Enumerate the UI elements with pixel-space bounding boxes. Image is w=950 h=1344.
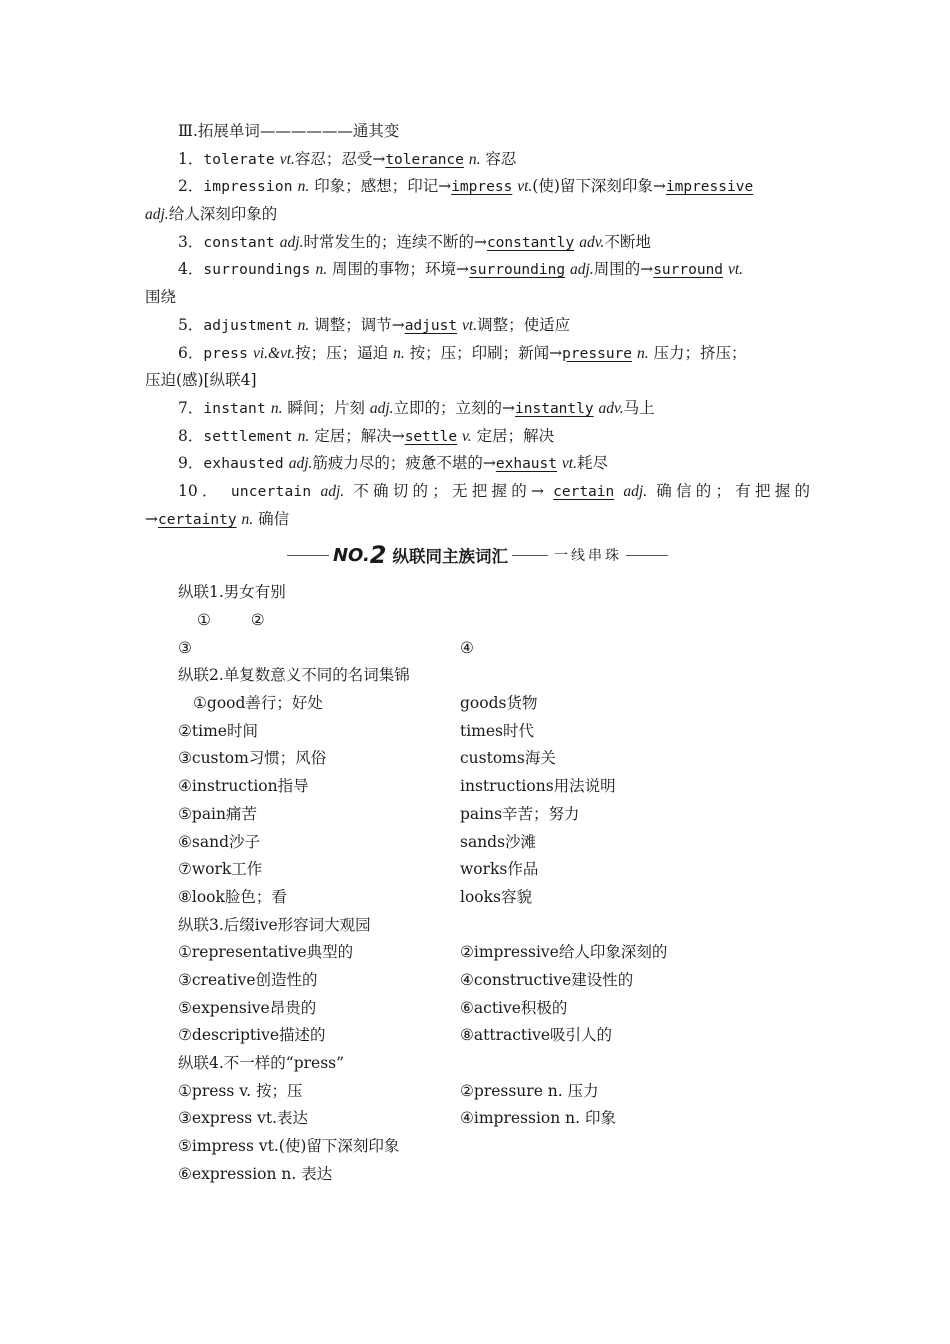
answer-word: certainty (158, 511, 237, 528)
item-pos: vt. (561, 455, 577, 473)
item-number: 10． (178, 481, 222, 500)
item-meaning: 定居；解决→ (314, 426, 405, 445)
answer-word: exhaust (495, 456, 557, 473)
z4-left: ⑥expression n. 表达 (178, 1164, 333, 1183)
item-pos: n. (393, 344, 405, 362)
z3-right: ⑧attractive吸引人的 (460, 1026, 613, 1045)
banner-no: NO. (332, 544, 370, 566)
z1-marker: ④ (460, 638, 474, 657)
section-banner (145, 535, 810, 575)
item-meaning: 容忍；忍受→ (294, 149, 386, 168)
item-word: settlement (203, 428, 293, 445)
z1-row-1 (145, 607, 810, 635)
vocab-item-6-cont (145, 367, 810, 395)
item-word: tolerate (203, 151, 275, 168)
item-meaning: 耗尽 (576, 454, 608, 473)
banner-number: 2 (369, 541, 387, 570)
z4-left: ⑤impress vt.(使)留下深刻印象 (178, 1137, 400, 1156)
vocab-item-2 (145, 173, 810, 201)
item-number: 3． (178, 232, 204, 251)
vocab-item-8 (145, 423, 810, 451)
vocab-item-4 (145, 256, 810, 284)
item-pos: vt. (279, 150, 295, 168)
item-word: press (203, 345, 249, 362)
z4-row (145, 1078, 810, 1106)
vocab-item-2-cont (145, 201, 810, 229)
item-meaning: 调整；使适应 (477, 315, 571, 334)
vocab-item-3 (145, 229, 810, 257)
item-meaning: 压力；挤压； (653, 343, 747, 362)
item-word: surroundings (203, 262, 311, 279)
z2-row (145, 773, 810, 801)
z3-left: ③creative创造性的 (178, 970, 318, 989)
answer-word: surrounding (469, 262, 566, 279)
answer-word: settle (404, 428, 458, 445)
z2-left: ⑧look脸色；看 (178, 887, 287, 906)
item-number: 9． (178, 454, 204, 473)
item-meaning: 给人深刻印象的 (168, 205, 278, 224)
z1-row-2 (145, 635, 810, 663)
z3-row (145, 995, 810, 1023)
item-pos: n. (297, 316, 310, 334)
answer-word: constantly (486, 234, 575, 251)
item-pos: n. (297, 178, 310, 196)
z3-right: ⑥active积极的 (460, 998, 568, 1017)
item-pos: vi.&vt. (252, 344, 296, 362)
item-meaning: (使)留下深刻印象→ (532, 177, 666, 196)
vocab-item-9 (145, 450, 810, 478)
z1-title: 纵联1.男女有别 (178, 583, 286, 602)
item-meaning: 围绕 (145, 288, 177, 307)
z2-left: ⑤pain痛苦 (178, 804, 257, 823)
item-meaning: 定居；解决 (476, 426, 555, 445)
z3-left: ⑤expensive昂贵的 (178, 998, 317, 1017)
answer-word: tolerance (385, 151, 464, 168)
z2-left: ⑦work工作 (178, 860, 263, 879)
item-number: 5． (178, 315, 204, 334)
z2-right: times时代 (460, 721, 535, 740)
z1-marker: ② (250, 611, 265, 629)
z4-right: ②pressure n. 压力 (460, 1081, 599, 1100)
item-meaning: 瞬间；片刻 (287, 398, 365, 417)
item-number: 2． (178, 177, 204, 196)
item-pos: n. (297, 427, 310, 445)
z3-row (145, 967, 810, 995)
z4-left: ①press v. 按；压 (178, 1081, 303, 1100)
item-pos: adj. (279, 233, 304, 251)
z3-row (145, 939, 810, 967)
vocab-item-1 (145, 146, 810, 174)
item-meaning: 按；压；逼迫 (295, 343, 389, 362)
vocab-item-5 (145, 312, 810, 340)
z2-row (145, 718, 810, 746)
banner-line-right (626, 555, 668, 556)
item-word: adjustment (203, 317, 293, 334)
item-meaning: 筋疲力尽的；疲惫不堪的→ (312, 454, 496, 473)
item-meaning: 不断地 (604, 232, 651, 251)
z4-left: ③express vt.表达 (178, 1109, 309, 1128)
z2-left: ③custom习惯；风俗 (178, 749, 327, 768)
item-pos: adv. (598, 399, 624, 417)
item-pos: adj. (288, 455, 313, 473)
item-number: 8． (178, 426, 204, 445)
vocab-item-6 (145, 340, 810, 368)
banner-title: 纵联同主族词汇 (392, 547, 508, 567)
z2-row (145, 856, 810, 884)
z4-row (145, 1105, 810, 1133)
item-pos: n. (636, 344, 649, 362)
document-content (145, 118, 810, 1188)
z2-left: ④instruction指导 (178, 777, 309, 796)
section-heading: Ⅲ.拓展单词——————通其变 (178, 122, 400, 140)
z2-right: instructions用法说明 (460, 777, 616, 796)
item-meaning: 确信 (258, 509, 290, 528)
z2-right: works作品 (460, 860, 539, 879)
item-meaning: 压迫(感)[纵联4] (145, 371, 257, 390)
item-pos: n. (468, 150, 481, 168)
item-meaning: 调整；调节→ (314, 315, 405, 334)
item-number: 6． (178, 343, 204, 362)
item-pos: adj. (623, 482, 648, 500)
vocab-item-7 (145, 395, 810, 423)
item-number: 7． (178, 398, 204, 417)
item-pos: adj. (145, 206, 169, 224)
z2-right: goods货物 (460, 694, 538, 713)
banner-subtitle: 一线串珠 (554, 548, 622, 565)
answer-word: adjust (404, 317, 458, 334)
z2-left: ②time时间 (178, 721, 258, 740)
item-meaning: 不确切的；无把握的→ (353, 481, 544, 500)
item-word: uncertain (230, 483, 312, 500)
item-meaning: 周围的事物；环境→ (332, 260, 470, 279)
z2-left: ①good善行；好处 (193, 694, 323, 713)
z2-row (145, 884, 810, 912)
z3-right: ②impressive给人印象深刻的 (460, 943, 668, 962)
answer-word: impress (451, 179, 513, 196)
item-pos: n. (315, 261, 328, 279)
z1-marker: ③ (178, 638, 192, 657)
z3-left: ⑦descriptive描述的 (178, 1026, 326, 1045)
z2-row (145, 829, 810, 857)
item-pos: adv. (579, 233, 605, 251)
z1-marker: ① (197, 611, 211, 629)
vocab-item-4-cont (145, 284, 810, 312)
item-meaning: 确信的；有把握的 (656, 481, 810, 500)
item-number: 1． (178, 149, 204, 168)
item-meaning: 马上 (623, 398, 655, 417)
z2-row (145, 745, 810, 773)
item-number: 4． (178, 260, 204, 279)
z3-title: 纵联3.后缀ive形容词大观园 (178, 915, 371, 934)
item-meaning: 时常发生的；连续不断的→ (303, 232, 487, 251)
item-pos: n. (241, 510, 254, 528)
vocab-item-10-cont: →certainty n. 确信 (145, 509, 290, 528)
z4-row (145, 1133, 810, 1161)
z2-right: looks容貌 (460, 887, 532, 906)
answer-word: impressive (665, 179, 754, 196)
z2-row (145, 690, 810, 718)
answer-word: certain (553, 483, 615, 500)
item-pos: adj. (320, 482, 345, 500)
banner-line-left (287, 555, 329, 556)
answer-word: pressure (562, 345, 633, 362)
z3-left: ①representative典型的 (178, 943, 354, 962)
item-pos: vt. (727, 261, 744, 279)
answer-word: surround (653, 262, 724, 279)
item-pos: vt. (462, 316, 478, 334)
item-word: constant (203, 234, 275, 251)
item-pos: v. (462, 427, 472, 445)
z2-right: pains辛苦；努力 (460, 804, 580, 823)
z2-left: ⑥sand沙子 (178, 832, 260, 851)
item-pos: adj. (570, 261, 594, 279)
item-word: exhausted (203, 456, 284, 473)
z4-title: 纵联4.不一样的“press” (178, 1054, 345, 1072)
item-word: impression (203, 179, 293, 196)
item-word: instant (203, 400, 266, 417)
item-meaning: 周围的→ (593, 260, 654, 279)
z2-title: 纵联2.单复数意义不同的名词集锦 (178, 666, 410, 685)
item-pos: vt. (517, 178, 533, 196)
item-meaning: 印象；感想；印记→ (314, 177, 452, 196)
answer-word: instantly (515, 400, 594, 417)
item-meaning: 容忍 (485, 149, 517, 168)
z2-right: sands沙滩 (460, 832, 537, 851)
z2-row (145, 801, 810, 829)
z3-right: ④constructive建设性的 (460, 970, 634, 989)
item-meaning: 按；压；印刷；新闻→ (409, 343, 563, 362)
item-pos: adj. (369, 399, 394, 417)
z3-row (145, 1022, 810, 1050)
banner-dash (512, 555, 548, 556)
item-meaning: 立即的；立刻的→ (393, 398, 516, 417)
z4-right: ④impression n. 印象 (460, 1109, 616, 1128)
vocab-item-10 (145, 478, 810, 506)
item-pos: n. (270, 399, 283, 417)
z4-row (145, 1161, 810, 1189)
z2-right: customs海关 (460, 749, 556, 768)
